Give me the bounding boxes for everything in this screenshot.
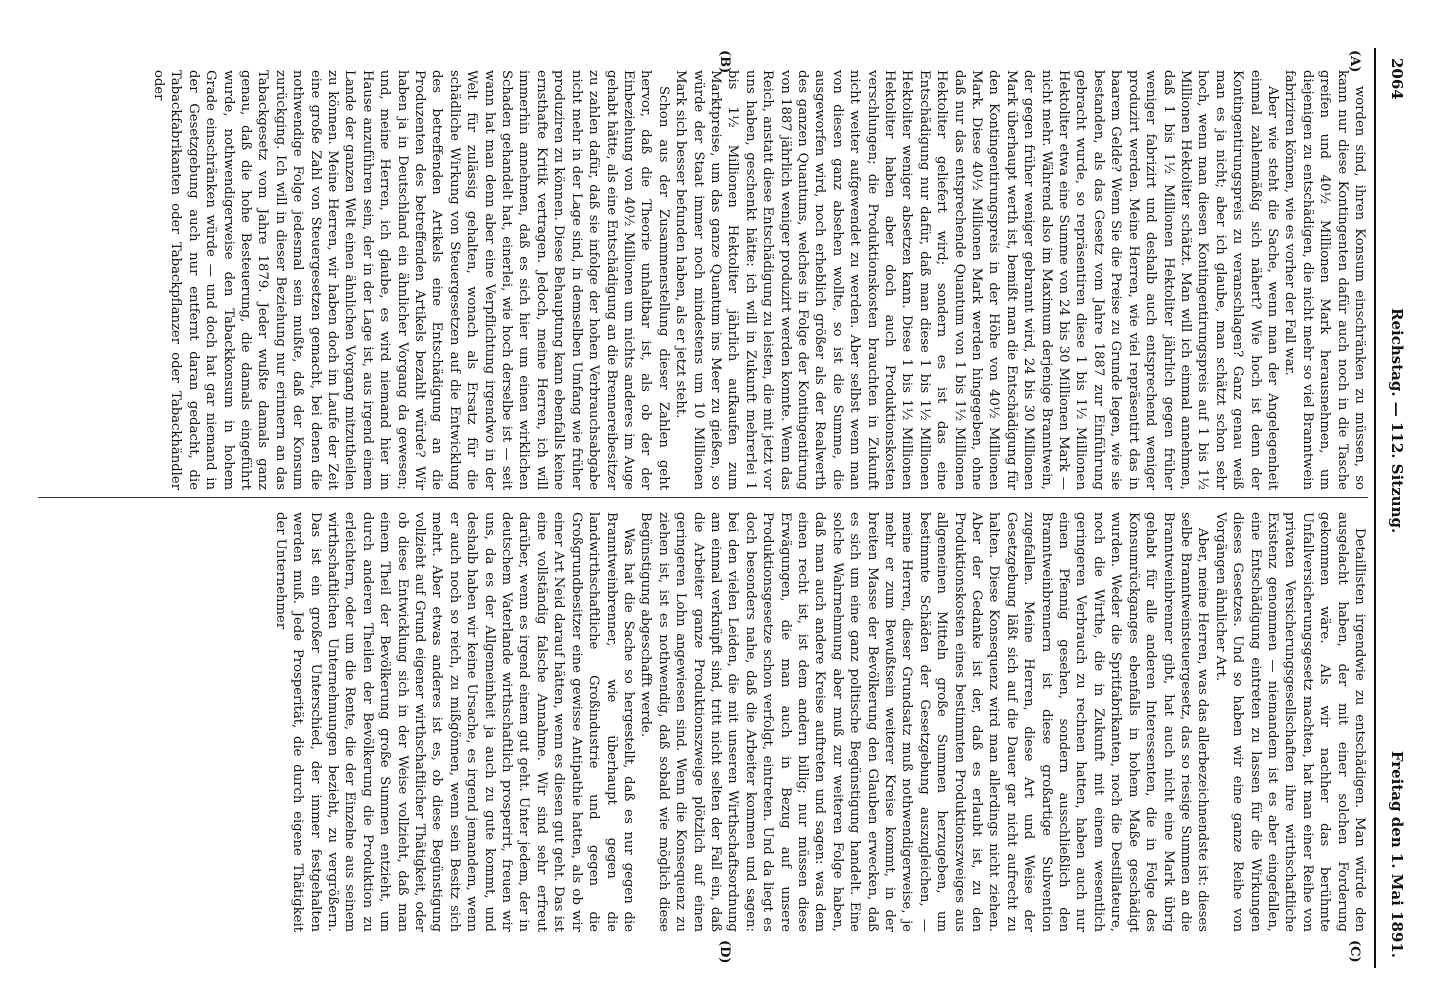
paragraph: Schon aus der Zusammenstellung dieser Zahlen geht hervor, daß die Theorie unhaltbar ist, als ob der der Einbeziehung von 40½ Millionen um nichts anderes im Auge gehabt hätte, als eine Entschädigung an die Brennereibesitzer zu zahlen dafür, daß sie infolge der hohen Verbrauchsabgabe nicht mehr in der Lage sind, in demselben Umfang wie früher produziren zu können. Diese Behauptung kann ebenfalls keine ernsthafte Kritik vertragen. Jedoch, meine Herren, ich will immerhin annehmen, daß es sich hier um einen wirklichen Schaden gehandelt hat, einerlei, wie hoch derselbe ist — seit wann hat man denn aber eine Verpflichtung irgendwo in der Welt für zulässig gehalten, wonach als Ersatz für die schädliche Wirkung von Steuergesetzen auf die Entwicklung des betreffenden Artikels eine Entschädigung an die Produzenten des betreffenden Artikels bezahlt würde? Wir haben ja in Deutschland ein ähnlicher Vorgang da gewesen; und, meine Herren, ich glaube, es wird niemand hier im Hause anzuführen sein, der in der Lage ist, aus irgend einem Lande der ganzen Welt einen ähnlichen Vorgang mitzutheilen zu können. Meine Herren, wir haben doch im Laufe der Zeit eine große Zahl von Steuergesetzen gemacht, bei denen die nothwendige Folge jedesmal sein mußte, daß der Konsum zurückging. Ich will in dieser Beziehung nur erinnern an das Tabackgesetz vom Jahre 1879. Jeder wußte damals ganz genau, daß die hohe Besteuerung, die damals eingeführt wurde, nothwendigerweise den Tabackkonsum in hohem Grade einschränken würde — und doch hat gar niemand in der Gesetzgebung auch nur entfernt daran gedacht, die Tabackfabrikanten oder Tabackpflanzer oder Tabackhändler oder: [150, 70, 671, 490]
paragraph: Aber wie steht die Sache, wenn man der Angelegenheit einmal zahlenmäßig sich nähert? Wie hoch ist denn der Kontingentirungspreis zu veranschlagen? Ganz genau weiß man es ja nicht; aber ich glaube, man schätzt schon sehr hoch, wenn man diesen Kontingentirungspreis auf 1 bis 1½ Millionen Hektoliter schätzt. Man will ich einmal annehmen, daß 1 bis 1½ Millionen Hektoliter jährlich gegen früher weniger fabrizirt und deshalb auch entsprechend weniger produzirt werden. Meine Herren, wie viel repräsentirt das in baarem Gelde? Wenn Sie die Preise zu Grunde legen, wie sie bestanden, als das Gesetz vom Jahre 1887 zur Einführung gebracht wurde, so repräsentiren diese 1 bis 1½ Millionen Hektoliter etwa eine Summe von 24 bis 30 Millionen Mark — nicht mehr. Während also im Maximum derjenige Branntwein, der gegen früher weniger gebrannt wird, 24 bis 30 Millionen Mark überhaupt werth ist, bemißt man die Entschädigung für den Kontingentirungspreis in der Höhe von 40½ Millionen Mark. Diese 40½ Millionen Mark werden hingegeben, ohne daß nur das entsprechende Quantum von 1 bis 1½ Millionen Hektoliter geliefert wird; sondern es ist das eine Entschädigung nur dafür, daß man diese 1 bis 1½ Millionen Hektoliter weniger absetzen kann. Diese 1 bis 1½ Millionen Hektoliter haben aber doch auch Produktionskosten verschlungen; die Produktionskosten brauchten in Zukunft nicht weiter aufgewendet zu werden. Aber selbst wenn man von diesen ganz absehen wollte, so ist die Summe, die ausgeworfen wird, noch erheblich größer als der Realwerth des ganzen Quantums, welches in Folge der Kontingentirung von 1887 jährlich weniger produzirt werden konnte. Wenn das Reich, anstatt diese Entschädigung zu leisten, die mit jetzt vor uns haben, geschenkt hätte: ich will in Zukunft mehrerlei 1 bis 1½ Millionen Hektoliter jährlich aufkaufen zum Marktpreise, um das ganze Quantum ins Meer zu gießen, so würde der Staat immer noch mindestens um 10 Millionen Mark sich besser befunden haben, als er jetzt steht.: [673, 70, 1280, 490]
paragraph: Aber, meine Herren, was das allerbezeichnendste ist: dieses selbe Branntweinsteuergesetz, das so riesige Summen an die Branntweinbrenner gibt, hat auch nicht eine Mark übrig gehabt für alle anderen Interessenten, die in Folge des Konsumrückganges ebenfalls in hohem Maße geschädigt wurden. Weder die Spritfabrikanten, noch die Destillateure, noch die Wirthe, die in Zukunft mit einem wesentlich geringeren Verbrauch zu rechnen hatten, haben auch nur einen Pfennig gesehen, sondern ausschließlich den Branntweinbrennern ist diese großartige Subvention zugefallen. Meine Herren, diese Art und Weise der Gesetzgebung läßt sich auf die Dauer gar nicht aufrecht zu halten. Diese Konsequenz wird man allerdings nicht ziehen. Aber der Gedanke ist der, daß es erlaubt ist, zu den Produktionskosten eines bestimmten Produktionszweiges aus allgemeinen Mitteln große Summen herzugeben, um bestimmte Schäden der Gesetzgebung auszugleichen, — meine Herren, dieser Grundsatz muß nothwendigerweise, je mehr er zum Bewußtsein weiterer Kreise kommt, in der breiten Masse der Bevölkerung den Glauben erwecken, daß es sich um eine ganz politische Begünstigung handelt. Eine solche Wahrnehmung aber muß zur weiteren Folge haben, daß man auch andere Kreise auftreten und sagen: was dem einen recht ist, ist dem andern billig; nur müssen diese Erwägungen, die man auch in Bezug auf unsere Produktionsgesetze schon verfolgt, eintreten. Und da liegt es doch besonders nahe, daß die Arbeiter kommen und sagen: bei den vielen Leiden, die mit unseren Wirthschaftsordnung am einmal verknüpft sind, tritt nicht selten der Fall ein, daß die Arbeiter ganze Produktionszweige plötzlich auf einen geringeren Lohn angewiesen sind. Wenn die Konsequenz zu ziehen ist, ist es nothwendig, daß sobald wie möglich diese Begünstigung abgeschafft werde.: [638, 512, 1211, 932]
right-text-column: [38, 512, 1368, 932]
page-date: Freitag den 1. Mai 1891.: [1388, 750, 1406, 958]
page-header: [1372, 48, 1414, 968]
header-rule: [1374, 48, 1376, 968]
paragraph: Detaillisten irgendwie zu entschädigen. Man würde den ausgelacht haben, der mit einer solchen Forderung gekommen wäre. Als wir nachher das berühmte Unfallversicherungsgesetz machten, hat man einer Reihe von privaten Versicherungsgesellschaften ihre wirthschaftliche Existenz genommen — niemandem ist es aber eingefallen, eine Entschädigung eintreten zu lassen für die Wirkungen dieses Gesetzes. Und so haben wir eine ganze Reihe von Vorgängen ähnlicher Art.: [1212, 512, 1367, 932]
page-title: Reichstag. — 112. Sitzung.: [1388, 308, 1406, 534]
left-text-column: [38, 70, 1368, 490]
paragraph: worden sind, ihren Konsum einschränken zu müssen, so kann nur diese Kontingenten dafür auch noch in die Tasche greifen und 40½ Millionen Mark herausnehmen, um diejenigen zu entschädigen, die nicht mehr so viel Branntwein fabriziren können, wie es vorher der Fall war.: [1282, 70, 1367, 490]
page-number: 2064: [1388, 58, 1406, 100]
margin-marker-c: (C): [1347, 940, 1362, 963]
column-divider: [38, 497, 1368, 498]
margin-marker-a: (A): [1347, 50, 1362, 73]
margin-marker-d: (D): [717, 940, 732, 964]
paragraph: Was hat die Sache so hergestellt, daß es nur gegen die Branntweinbrenner, wie überhaupt gegen die landwirthschaftliche Großindustrie und gegen die Großgrundbesitzer eine gewisse Antipathie hatten, als ob wir einer Art Neid darauf hätten, wenn es diesen gut geht. Das ist eine vollständig falsche Annahme. Wir sind sehr erfreut darüber, wenn es irgend einem gut geht. Unter jedem, der in deutschem Vaterlande wirthschaftlich prosperirt, freuen wir uns, da es der Allgemeinheit ja auch zu gute kommt, und deshalb haben wir keine Ursache, es irgend jemandem, wenn er auch noch so reich, zu mißgönnen, wenn sein Besitz sich mehrt. Aber etwas anderes ist es, ob diese Begünstigung vollzieht auf Grund eigener wirthschaftlicher Thätigkeit, oder ob diese Entwicklung sich in der Weise vollzieht, daß man einem Theil der Bevölkerung große Summen entzieht, um durch anderen Theilen der Bevölkerung die Produktion zu erleichtern, oder um die Rente, die der Einzelne aus seinem wirthschaftlichen Unternehmungen bezieht, zu vergrößern. Das ist ein großer Unterschied, der immer festgehalten werden muß. Jede Prosperität, die durch eigene Thätigkeit der Unternehmer: [272, 512, 636, 932]
margin-marker-b: (B): [717, 50, 732, 74]
